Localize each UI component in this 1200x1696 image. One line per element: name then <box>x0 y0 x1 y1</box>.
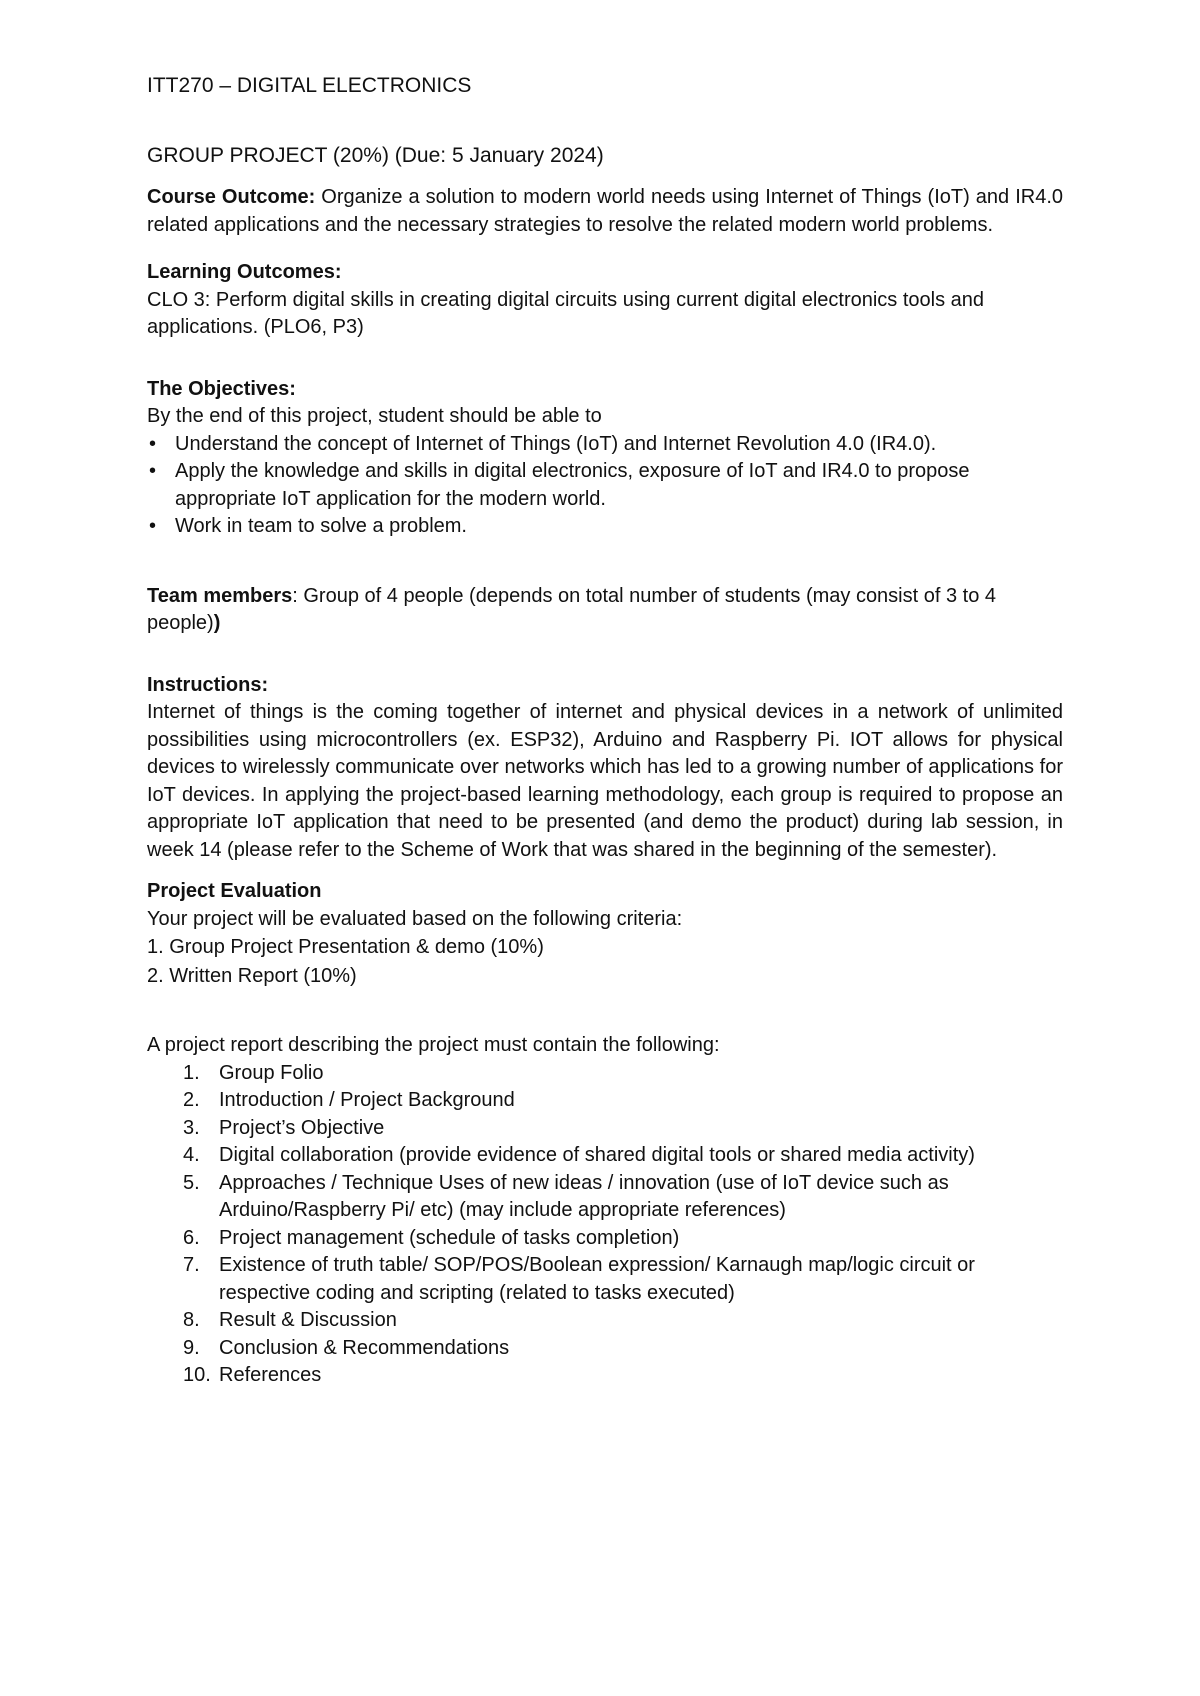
report-item-number: 7. <box>183 1254 200 1276</box>
objective-item <box>147 458 1063 513</box>
report-item-text: Introduction / Project Background <box>219 1089 515 1111</box>
report-item <box>147 1087 1063 1115</box>
course-outcome <box>147 184 1063 239</box>
report-item <box>147 1115 1063 1143</box>
report-item <box>147 1362 1063 1390</box>
report-item-text: Project management (schedule of tasks completion) <box>219 1226 680 1249</box>
report-item-text: Result & Discussion <box>219 1309 397 1331</box>
bullet-icon: • <box>149 432 157 455</box>
report-intro: A project report describing the project must contain the following: <box>147 1034 720 1056</box>
objective-text: Apply the knowledge and skills in digital electronics, exposure of IoT and IR4.0 to propose appropriate IoT application for the modern world. <box>175 460 970 510</box>
report-item-number: 10. <box>183 1364 211 1386</box>
criteria-item: 1. Group Project Presentation & demo (10%) <box>147 936 544 958</box>
objectives-label: The Objectives: <box>147 377 296 400</box>
report-item-text: Digital collaboration (provide evidence of shared digital tools or shared media activity) <box>219 1144 975 1166</box>
learning-outcomes-text: CLO 3: Perform digital skills in creating digital circuits using current digital electronics tools and applications. (PLO6, P3) <box>147 288 985 338</box>
bullet-icon: • <box>149 460 157 482</box>
report-item-number: 9. <box>183 1336 200 1359</box>
objectives-list <box>147 431 1063 541</box>
learning-outcomes-label: Learning Outcomes: <box>147 261 342 283</box>
course-outcome-label: Course Outcome: <box>147 186 316 208</box>
report-item <box>147 1252 1063 1307</box>
team-members <box>147 583 1063 638</box>
project-heading: GROUP PROJECT (20%) (Due: 5 January 2024) <box>147 144 604 167</box>
criteria-item: 2. Written Report (10%) <box>147 964 357 987</box>
team-members-closing: ) <box>213 612 221 634</box>
instructions-text: Internet of things is the coming together of internet and physical devices in a network of unlimited possibilities using microcontrollers (ex. ESP32), Arduino and Raspberry Pi. IOT allows for physical devices to wirelessly communicate over networks which has led to a growing number of applications for IoT devices. In applying the project-based learning methodology, each group is required to propose an appropriate IoT application that need to be presented (and demo the product) during lab session, in week 14 (please refer to the Scheme of Work that was shared in the beginning of the semester). <box>147 701 1063 861</box>
report-item-text: Conclusion & Recommendations <box>219 1336 510 1359</box>
bullet-icon: • <box>149 515 157 537</box>
report-item <box>147 1335 1063 1363</box>
report-item <box>147 1142 1063 1170</box>
team-members-label: Team members <box>147 584 293 607</box>
objective-item <box>147 431 1063 459</box>
report-item-number: 1. <box>183 1061 200 1084</box>
report-item-text: Existence of truth table/ SOP/POS/Boolean expression/ Karnaugh map/logic circuit or respective coding and scripting (related to tasks executed) <box>219 1254 975 1304</box>
evaluation-intro: Your project will be evaluated based on the following criteria: <box>147 907 683 930</box>
report-item-number: 2. <box>183 1089 200 1111</box>
report-item-number: 5. <box>183 1171 200 1194</box>
report-item <box>147 1060 1063 1088</box>
document-title: ITT270 – DIGITAL ELECTRONICS <box>147 74 472 97</box>
objectives-intro: By the end of this project, student should be able to <box>147 405 602 427</box>
report-item-number: 8. <box>183 1309 200 1331</box>
document-page <box>147 72 1063 1390</box>
report-item-text: Project’s Objective <box>219 1116 385 1139</box>
report-item <box>147 1170 1063 1225</box>
report-item-text: Approaches / Technique Uses of new ideas / innovation (use of IoT device such as Arduino/Raspberry Pi/ etc) (may include appropriate references) <box>219 1171 949 1221</box>
evaluation-criteria-list <box>147 933 1063 990</box>
report-item-text: References <box>219 1364 322 1386</box>
course-outcome-text: Organize a solution to modern world needs using Internet of Things (IoT) and IR4.0 related applications and the necessary strategies to resolve the related modern world problems. <box>147 186 1063 236</box>
report-item-number: 3. <box>183 1116 200 1139</box>
instructions-label: Instructions: <box>147 673 269 696</box>
report-item-number: 6. <box>183 1226 200 1249</box>
report-contents-list <box>147 1060 1063 1390</box>
report-item <box>147 1225 1063 1253</box>
objective-text: Understand the concept of Internet of Things (IoT) and Internet Revolution 4.0 (IR4.0). <box>175 432 937 455</box>
report-item <box>147 1307 1063 1335</box>
team-members-text: : Group of 4 people (depends on total number of students (may consist of 3 to 4 people) <box>147 584 997 634</box>
objective-item <box>147 513 1063 541</box>
report-item-text: Group Folio <box>219 1061 324 1084</box>
report-item-number: 4. <box>183 1144 200 1166</box>
objective-text: Work in team to solve a problem. <box>175 515 467 537</box>
evaluation-label: Project Evaluation <box>147 880 322 902</box>
